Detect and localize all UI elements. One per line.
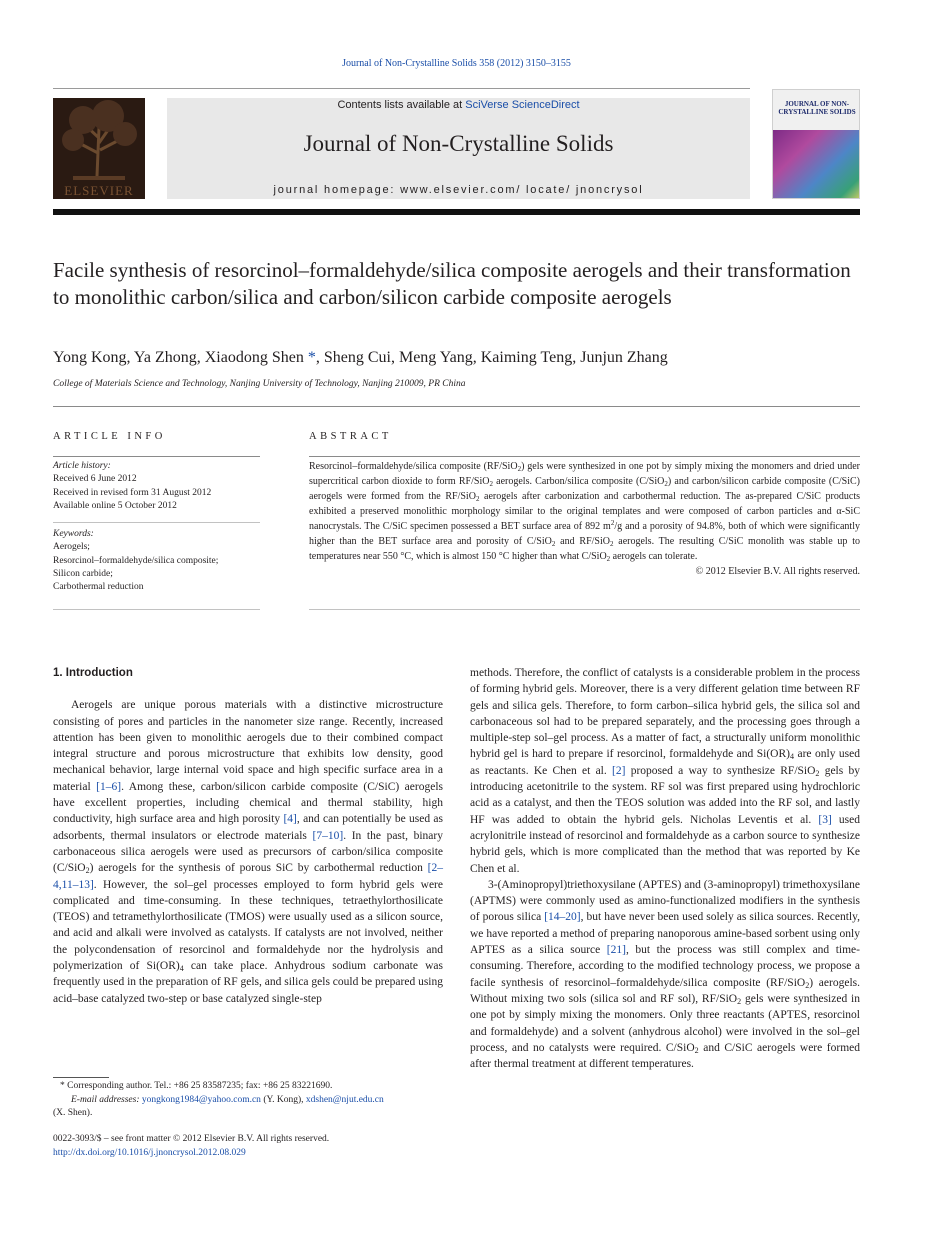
history-label: Article history: <box>53 461 111 471</box>
keyword: Aerogels; <box>53 542 90 553</box>
journal-title: Journal of Non-Crystalline Solids <box>303 131 614 156</box>
footnote-block <box>53 1080 443 1121</box>
abstract-bottom-rule <box>309 609 860 610</box>
article-info-heading: ARTICLE INFO <box>53 431 166 442</box>
corresponding-author-marker[interactable]: * <box>307 349 316 366</box>
abstract-rule <box>309 456 860 457</box>
cover-title: JOURNAL OF NON-CRYSTALLINE SOLIDS <box>778 100 856 116</box>
reference-link[interactable]: [14–20] <box>544 911 581 924</box>
email-owner: (X. Shen). <box>53 1108 93 1118</box>
article-info-bottom-rule <box>53 609 260 610</box>
body-right-column <box>470 665 860 1072</box>
intro-paragraph-1-continued: methods. Therefore, the conflict of catalysts is a considerable problem in the process of forming hybrid gels. Moreover, there is a very different gelation time between RF gels and silica gels. Therefore, to form carbon–silica hybrid gels, the silica sol and carbonaceous sol had to be prepared separately, and the processing goes through a multiple-step sol–gel process. As a matter of fact, a structurally uniform monolithic hybrid gel is hard to prepare if resorcinol, formaldehyde and $Si(OR)_4$ are only used as reactants. Ke Chen et al. [2] proposed a way to synthesize RF/SiO$_2$ gels by introducing acetonitrile to the system. RF sol was first prepared using hydrochloric acid as a catalyst, and then the TEOS solution was added into the RF sol, and lastly HF was added to obtain the hybrid gels. Nicholas Leventis et al. [3] used acrylonitrile instead of resorcinol and formaldehyde as a carbon source to synthesize hybrid gels, which is more complicated than the method that was reported by Ke Chen et al. <box>470 667 860 875</box>
reference-link[interactable]: [2–4,11–13] <box>53 862 443 891</box>
email-link[interactable]: xdshen@njut.edu.cn <box>305 1094 384 1105</box>
reference-link[interactable]: [7–10] <box>312 829 344 842</box>
keyword: Resorcinol–formaldehyde/silica composite; <box>53 555 219 566</box>
abstract-body: Resorcinol–formaldehyde/silica composite (RF/SiO$_2$) gels were synthesized in one pot by simply mixing the monomers and dried under supercritical carbon dioxide to form RF/SiO$_2$ aerogels. Carbon/silica composite (C/SiO$_2$) and carbon/silicon carbide composite (C/SiC) aerogels were formed from the RF/SiO$_2$ aerogels after carbonization and carbothermal reduction. The as-prepared C/SiC products exhibited a preserved monolithic morphology similar to the original templates and were composed of carbon particles and α-SiC nanocrystals. The C/SiC specimen possessed a BET surface area of 892 $m^2/g$ and a porosity of 94.8%, both of which were significantly higher than the BET surface area and porosity of C/SiO$_2$ and RF/SiO$_2$ aerogels. The resulting C/SiC monolith was stable up to temperatures near 550 °C, which is almost 150 °C higher than what C/SiO$_2$ aerogels can tolerate. © 2012 Elsevier B.V. All rights reserved. <box>309 461 860 577</box>
reference-link[interactable]: [2] <box>612 764 626 777</box>
footnote-rule <box>53 1077 109 1078</box>
reference-link[interactable]: [4] <box>283 813 297 826</box>
history-received: Received 6 June 2012 <box>53 474 137 485</box>
reference-link[interactable]: [21] <box>606 944 626 957</box>
reference-link[interactable]: [1–6] <box>96 780 122 793</box>
affiliation: College of Materials Science and Technology, Nanjing University of Technology, Nanjing 210009, PR China <box>53 379 466 389</box>
abstract-heading: ABSTRACT <box>309 431 392 442</box>
history-online: Available online 5 October 2012 <box>53 500 177 511</box>
elsevier-logo <box>53 98 145 199</box>
header-thick-rule <box>53 209 860 215</box>
doi-link[interactable]: http://dx.doi.org/10.1016/j.jnoncrysol.2012.08.029 <box>53 1147 246 1158</box>
keywords <box>53 528 260 594</box>
header-top-rule <box>53 88 750 89</box>
journal-homepage[interactable]: journal homepage: www.elsevier.com/ locate/ jnoncrysol <box>273 184 644 196</box>
article-info-rule <box>53 456 260 457</box>
keyword: Carbothermal reduction <box>53 582 144 593</box>
intro-paragraph-2: 3-(Aminopropyl)triethoxysilane (APTES) and (3-aminopropyl) trimethoxysilane (APTMS) were commonly used as amino-functionalized modifiers in the synthesis of porous silica [14–20], but have never been used solely as silica sources. Recently, we have reported a method of preparing nanoporous amine-based sorbent using only APTES as a silica source [21], but the process was still complex and time-consuming. Therefore, according to the modified technology process, we propose a facile synthesis of resorcinol–formaldehyde/silica composite (RF/SiO$_2$) aerogels. Without mixing two sols (silica sol and RF sol), RF/SiO$_2$ gels were synthesized in one pot by simply mixing the monomers. Only three reactants (APTES, resorcinol and formaldehyde) and a solvent (anhydrous alcohol) were involved in the sol–gel process, and no catalysts were required. C/SiO$_2$ and C/SiC aerogels were formed after thermal treatment at different temperatures. <box>470 878 860 1071</box>
front-matter-block <box>53 1133 453 1160</box>
paper-title: Facile synthesis of resorcinol–formaldehyde/silica composite aerogels and their transformation to monolithic carbon/silica and carbon/silicon carbide composite aerogels <box>53 258 851 309</box>
cover-artwork <box>773 130 860 199</box>
journal-cover <box>772 89 860 199</box>
authors-part-1: Yong Kong, Ya Zhong, Xiaodong Shen <box>53 349 308 366</box>
abstract-copyright: © 2012 Elsevier B.V. All rights reserved. <box>695 566 860 577</box>
body-left-column <box>53 665 443 1007</box>
issn-line: 0022-3093/$ – see front matter © 2012 Elsevier B.V. All rights reserved. <box>53 1134 330 1144</box>
corresponding-author-note: * Corresponding author. Tel.: +86 25 83587235; fax: +86 25 83221690. <box>60 1081 333 1091</box>
article-history <box>53 460 260 513</box>
keyword: Silicon carbide; <box>53 568 113 579</box>
section-heading-introduction: 1. Introduction <box>53 667 133 679</box>
history-revised: Received in revised form 31 August 2012 <box>53 487 212 498</box>
title-divider <box>53 406 860 407</box>
sciencedirect-link[interactable]: SciVerse ScienceDirect <box>465 99 580 111</box>
contents-prefix: Contents lists available at <box>337 99 466 111</box>
author-list <box>53 349 853 367</box>
intro-paragraph-1: Aerogels are unique porous materials with a distinctive microstructure consisting of pores and particles in the nanometer size range. Recently, increased attention has been given to monolithic aerogels due to their combined compact integral structure and porous microstructure that exhibits low density, good mechanical behavior, large internal void space and high specific surface area in a material [1–6]. Among these, carbon/silicon carbide composite (C/SiC) aerogels have excellent properties, including chemical and thermal stability, high conductivity, high surface area and high porosity [4], and can potentially be used as adsorbents, thermal insulators or electrode materials [7–10]. In the past, binary carbonaceous silica aerogels were used as precursors of carbon/silica composite (C/SiO$_2$) aerogels for the synthesis of porous SiC by carbothermal reduction [2–4,11–13]. However, the sol–gel processes employed to form hybrid gels were complicated and time-consuming. In these techniques, tetraethylorthosilicate (TEOS) and tetramethylorthosilicate (TMOS) were usually used as a silicon source, and acid and alkali were involved as catalysts. If catalysts are not involved, neither the polycondensation of resorcinol and formaldehyde nor the hydrolysis and polymerization of $Si(OR)_4$ can take place. Anhydrous sodium carbonate was frequently used in the preparation of RF gels, and silica gels could be prepared using acid–base catalyzed two-step or base catalyzed single-step <box>53 699 443 1005</box>
email-link[interactable]: yongkong1984@yahoo.com.cn <box>141 1094 261 1105</box>
article-info-mid-rule <box>53 522 260 523</box>
keywords-label: Keywords: <box>53 529 94 539</box>
email-line: E-mail addresses: yongkong1984@yahoo.com.cn (Y. Kong), xdshen@njut.edu.cn <box>71 1094 384 1105</box>
authors-part-2: , Sheng Cui, Meng Yang, Kaiming Teng, Junjun Zhang <box>315 349 668 366</box>
journal-banner <box>167 98 750 199</box>
elsevier-wordmark: ELSEVIER <box>64 183 134 198</box>
reference-link[interactable]: [3] <box>818 813 832 826</box>
contents-line <box>167 99 750 111</box>
journal-citation-link[interactable]: Journal of Non-Crystalline Solids 358 (2012) 3150–3155 <box>342 58 571 69</box>
